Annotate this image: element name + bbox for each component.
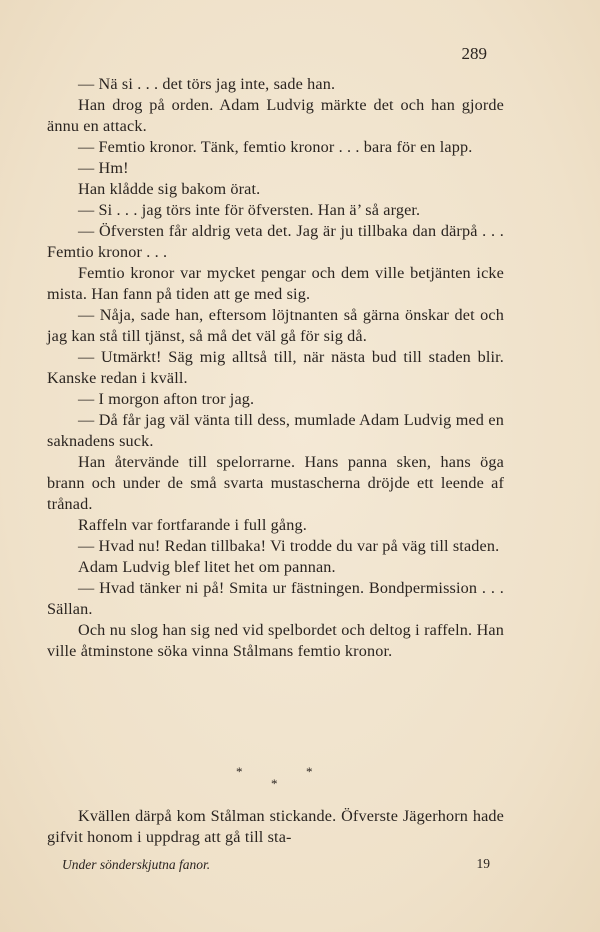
separator-star: * [271,776,278,791]
paragraph: — Femtio kronor. Tänk, femtio kronor . . . bara för en lapp. [78,138,473,156]
paragraph: Femtio kronor var mycket pengar och dem ville betjänten icke mista. Han fann på tiden att ge med sig. [47,264,504,303]
paragraph: — Öfversten får aldrig veta det. Jag är ju tillbaka dan därpå . . . Femtio kronor . . . [47,222,504,261]
paragraph: — Då får jag väl vänta till dess, mumlade Adam Ludvig med en saknadens suck. [47,411,504,450]
separator-star: * [236,764,243,779]
paragraph: Adam Ludvig blef litet het om pannan. [78,558,336,576]
paragraph: Han drog på orden. Adam Ludvig märkte det och han gjorde ännu en attack. [47,96,504,135]
paragraph: — Hvad tänker ni på! Smita ur fästningen. Bondpermission . . . Sällan. [47,579,504,618]
paragraph: — Hvad nu! Redan tillbaka! Vi trodde du var på väg till staden. [78,537,500,555]
footer-signature: 19 [476,856,490,871]
paragraph: — Nä si . . . det törs jag inte, sade han. [78,75,336,93]
paragraph: Han klådde sig bakom örat. [78,180,261,198]
paragraph: Och nu slog han sig ned vid spelbordet och deltog i raffeln. Han ville åtminstone söka vinna Stålmans femtio kronor. [47,621,504,660]
paragraph: — Si . . . jag törs inte för öfversten. Han ä’ så arger. [78,201,421,219]
paragraph: Raffeln var fortfarande i full gång. [78,516,307,534]
paragraph: — Nåja, sade han, eftersom löjtnanten så gärna önskar det och jag kan stå till tjänst, så må det väl gå för sig då. [47,306,504,345]
section-separator [228,764,328,794]
paragraph: — Hm! [78,159,129,177]
main-text [47,74,504,662]
separator-star: * [306,764,313,779]
paragraph: Kvällen därpå kom Stålman stickande. Öfverste Jägerhorn hade gifvit honom i uppdrag att gå till sta- [47,807,504,846]
footer-book-title: Under sönderskjutna fanor. [62,857,211,872]
page-number: 289 [461,44,487,63]
paragraph: — I morgon afton tror jag. [78,390,255,408]
paragraph: Han återvände till spelorrarne. Hans panna sken, hans öga brann och under de små svarta mustascherna dröjde ett leende af trånad. [47,453,504,513]
paragraph: — Utmärkt! Säg mig alltså till, när nästa bud till staden blir. Kanske redan i kväll. [47,348,504,387]
main-text-continued [47,806,504,848]
